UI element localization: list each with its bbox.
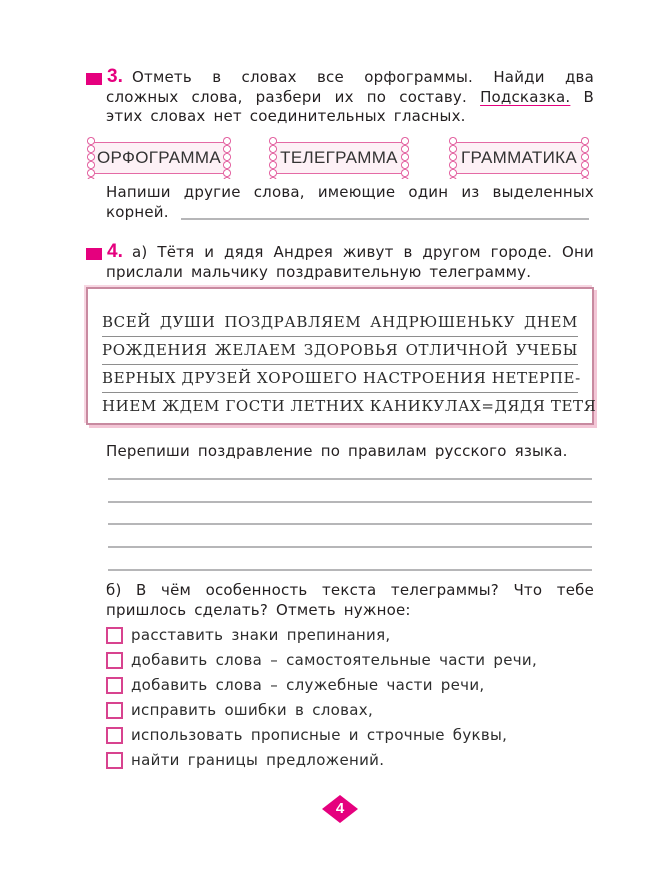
answer-line[interactable]: [108, 501, 592, 503]
checkbox[interactable]: [106, 727, 123, 744]
option-label: добавить слова – служебные части речи,: [131, 676, 485, 694]
part-a-body: Тётя и дядя Андрея живут в другом городе. Они прислали мальчику поздравительную телеграмму.: [106, 243, 594, 281]
task-3-number: 3.: [107, 66, 123, 87]
task-3-text: [106, 68, 594, 127]
part-a-label: а): [132, 243, 148, 261]
option-label: расставить знаки препинания,: [131, 626, 391, 644]
task-marker-icon: [86, 248, 102, 260]
option-row[interactable]: [106, 724, 507, 746]
task-4b-text: [106, 581, 594, 620]
answer-line[interactable]: [181, 218, 589, 220]
part-b-body: В чём особенность текста телеграммы? Что тебе пришлось сделать? Отметь нужное:: [106, 581, 595, 619]
telegram-card: [86, 287, 597, 425]
word-tag-label: ГРАММАТИКА: [461, 148, 577, 167]
option-row[interactable]: [106, 749, 384, 771]
task-3-instruction: Напиши другие слова, имеющие один из выделенных корней.: [106, 183, 594, 221]
checkbox[interactable]: [106, 627, 123, 644]
task-3-text-before-hint: Отметь в словах все орфограммы. Найди два сложных слова, разбери их по составу.: [106, 68, 594, 106]
option-label: найти границы предложений.: [131, 751, 385, 769]
answer-line[interactable]: [108, 569, 592, 571]
word-tag-grammatika: [456, 142, 582, 174]
page-number: 4: [335, 800, 345, 817]
answer-line[interactable]: [108, 523, 592, 525]
checkbox[interactable]: [106, 752, 123, 769]
word-tag-telegramma: [276, 142, 402, 174]
telegram-line: ВСЕЙ ДУШИ ПОЗДРАВЛЯЕМ АНДРЮШЕНЬКУ ДНЕМ: [102, 309, 578, 337]
option-label: исправить ошибки в словах,: [131, 701, 374, 719]
option-row[interactable]: [106, 624, 390, 646]
answer-line[interactable]: [108, 546, 592, 548]
word-tag-label: ОРФОГРАММА: [97, 148, 221, 167]
option-row[interactable]: [106, 674, 484, 696]
word-tag-label: ТЕЛЕГРАММА: [280, 148, 398, 167]
checkbox[interactable]: [106, 677, 123, 694]
part-b-label: б): [106, 581, 122, 599]
telegram-line: НИЕМ ЖДЕМ ГОСТИ ЛЕТНИХ КАНИКУЛАХ=ДЯДЯ ТЕТЯ: [102, 397, 597, 415]
option-row[interactable]: [106, 699, 373, 721]
checkbox[interactable]: [106, 702, 123, 719]
task-4a-text: [106, 243, 594, 282]
telegram-line: ВЕРНЫХ ДРУЗЕЙ ХОРОШЕГО НАСТРОЕНИЯ НЕТЕРПЕ-: [102, 365, 578, 393]
word-tag-orfogramma: [94, 142, 224, 174]
task-3-text-after-hint: В этих словах нет соединительных гласных.: [106, 87, 594, 125]
page-number-badge: [322, 795, 358, 823]
rewrite-instruction: Перепиши поздравление по правилам русского языка.: [106, 442, 568, 460]
option-label: добавить слова – самостоятельные части речи,: [131, 651, 538, 669]
task-4-number: 4.: [107, 241, 123, 262]
task-marker-icon: [86, 73, 102, 85]
checkbox[interactable]: [106, 652, 123, 669]
telegram-line: РОЖДЕНИЯ ЖЕЛАЕМ ЗДОРОВЬЯ ОТЛИЧНОЙ УЧЕБЫ: [102, 337, 578, 365]
hint-link[interactable]: Подсказка.: [480, 87, 571, 106]
answer-line[interactable]: [108, 478, 592, 480]
option-label: использовать прописные и строчные буквы,: [131, 726, 508, 744]
option-row[interactable]: [106, 649, 537, 671]
